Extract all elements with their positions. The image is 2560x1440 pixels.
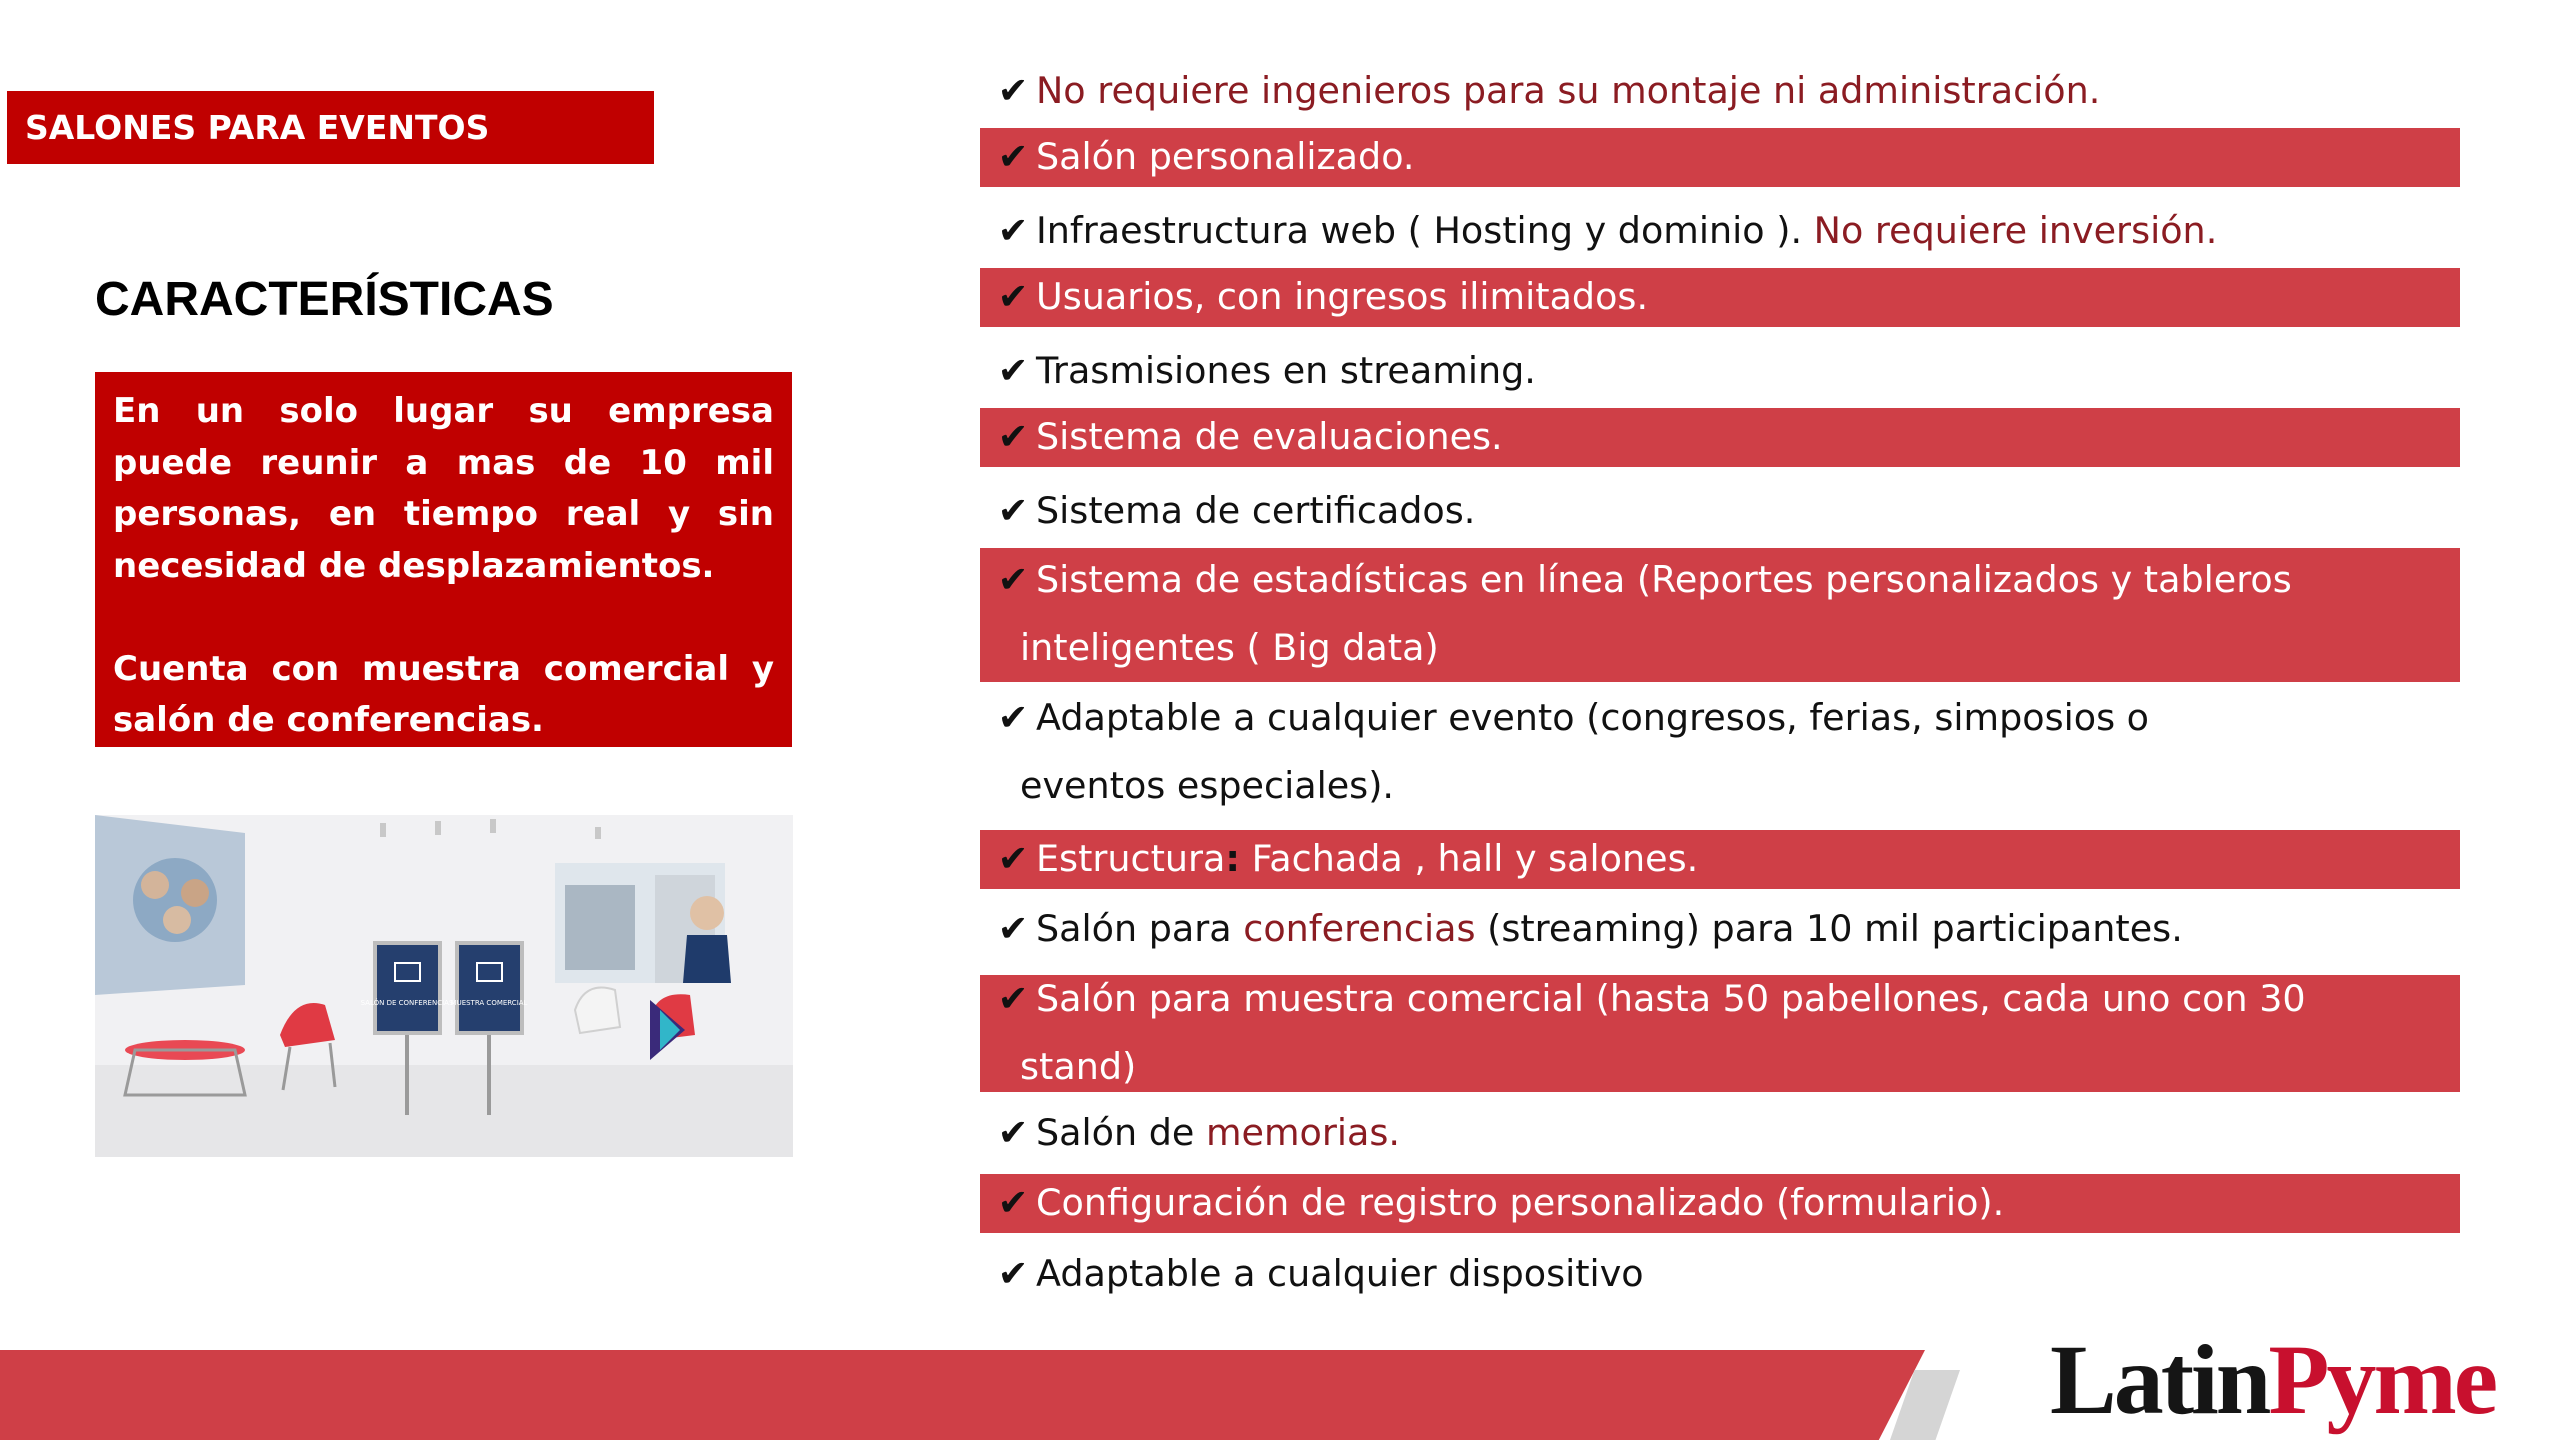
feature-text: Salón personalizado. — [1036, 135, 1415, 178]
sign-conference-label: SALÓN DE CONFERENCIAS — [360, 999, 454, 1007]
check-icon: ✔ — [997, 1181, 1029, 1224]
sign-commercial — [457, 943, 522, 1033]
description-paragraph-2: Cuenta con muestra comercial y salón de conferencias. — [113, 648, 774, 740]
feature-item — [980, 830, 2460, 889]
feature-label-colon: : — [1225, 837, 1241, 880]
feature-text: Usuarios, con ingresos ilimitados. — [1036, 275, 1649, 318]
check-icon: ✔ — [997, 837, 1029, 880]
check-icon: ✔ — [997, 696, 1029, 739]
feature-item — [980, 548, 2460, 682]
feature-text-rest: (streaming) para 10 mil participantes. — [1475, 907, 2183, 950]
check-icon: ✔ — [997, 349, 1029, 392]
feature-text-highlight: No requiere inversión. — [1813, 209, 2218, 252]
feature-text: No requiere ingenieros para su montaje ni administración. — [1036, 69, 2101, 112]
footer-bar — [0, 1350, 1925, 1440]
sign-commercial-label: MUESTRA COMERCIAL — [450, 999, 528, 1007]
presenter-body — [683, 935, 731, 983]
feature-text: Configuración de registro personalizado (formulario). — [1036, 1181, 2005, 1224]
feature-item — [980, 268, 2460, 327]
feature-text-highlight: conferencias — [1243, 907, 1476, 950]
feature-text-line-1: Adaptable a cualquier evento (congresos, ferias, simposios o — [1036, 696, 2150, 739]
presenter-head — [690, 896, 724, 930]
latinpyme-logo — [2050, 1324, 2496, 1435]
feature-item — [980, 128, 2460, 187]
check-icon: ✔ — [997, 558, 1029, 601]
feature-label: Estructura — [1036, 837, 1226, 880]
feature-item — [980, 408, 2460, 467]
check-icon: ✔ — [997, 907, 1029, 950]
check-icon: ✔ — [997, 1111, 1029, 1154]
feature-item — [980, 350, 2460, 396]
feature-text: Salón de — [1036, 1111, 1206, 1154]
check-icon: ✔ — [997, 489, 1029, 532]
feature-text-line-2: inteligentes ( Big data) — [1020, 626, 1439, 669]
section-tag-label: SALONES PARA EVENTOS — [25, 108, 490, 147]
feature-text-line-2: stand) — [1020, 1045, 1137, 1088]
feature-text: Sistema de evaluaciones. — [1036, 415, 1503, 458]
logo-part-latin: Latin — [2050, 1324, 2269, 1435]
feature-text: Salón para — [1036, 907, 1244, 950]
check-icon: ✔ — [997, 1252, 1029, 1295]
check-icon: ✔ — [997, 69, 1029, 112]
feature-text-line-2: eventos especiales). — [1020, 764, 1395, 807]
feature-item — [980, 490, 2460, 536]
feature-item — [980, 1112, 2460, 1158]
sign-conference — [375, 943, 440, 1033]
feature-text: Fachada , hall y salones. — [1240, 837, 1699, 880]
feature-text: Infraestructura web ( Hosting y dominio ). — [1036, 209, 1814, 252]
feature-text-line-1: Sistema de estadísticas en línea (Reportes personalizados y tableros — [1036, 558, 2292, 601]
feature-text-line-1: Salón para muestra comercial (hasta 50 pabellones, cada uno con 30 — [1036, 977, 2306, 1020]
feature-item — [980, 908, 2460, 954]
description-paragraph-1: En un solo lugar su empresa puede reunir a mas de 10 mil personas, en tiempo real y sin necesidad de desplazamientos. — [113, 391, 774, 586]
feature-text-highlight: memorias. — [1205, 1111, 1401, 1154]
feature-item — [980, 210, 2460, 256]
feature-text: Sistema de certificados. — [1036, 489, 1476, 532]
check-icon: ✔ — [997, 209, 1029, 252]
feature-item — [980, 70, 2460, 116]
logo-part-pyme: Pyme — [2268, 1324, 2496, 1435]
section-tag — [7, 91, 654, 164]
feature-item — [980, 975, 2460, 1092]
description-box — [95, 372, 792, 747]
check-icon: ✔ — [997, 415, 1029, 458]
check-icon: ✔ — [997, 135, 1029, 178]
feature-item — [980, 1253, 2460, 1299]
feature-item — [980, 698, 2460, 816]
check-icon: ✔ — [997, 275, 1029, 318]
feature-text: Adaptable a cualquier dispositivo — [1036, 1252, 1644, 1295]
page-heading: CARACTERÍSTICAS — [95, 273, 554, 326]
feature-text: Trasmisiones en streaming. — [1036, 349, 1536, 392]
feature-item — [980, 1174, 2460, 1233]
check-icon: ✔ — [997, 977, 1029, 1020]
virtual-event-illustration — [95, 815, 793, 1157]
